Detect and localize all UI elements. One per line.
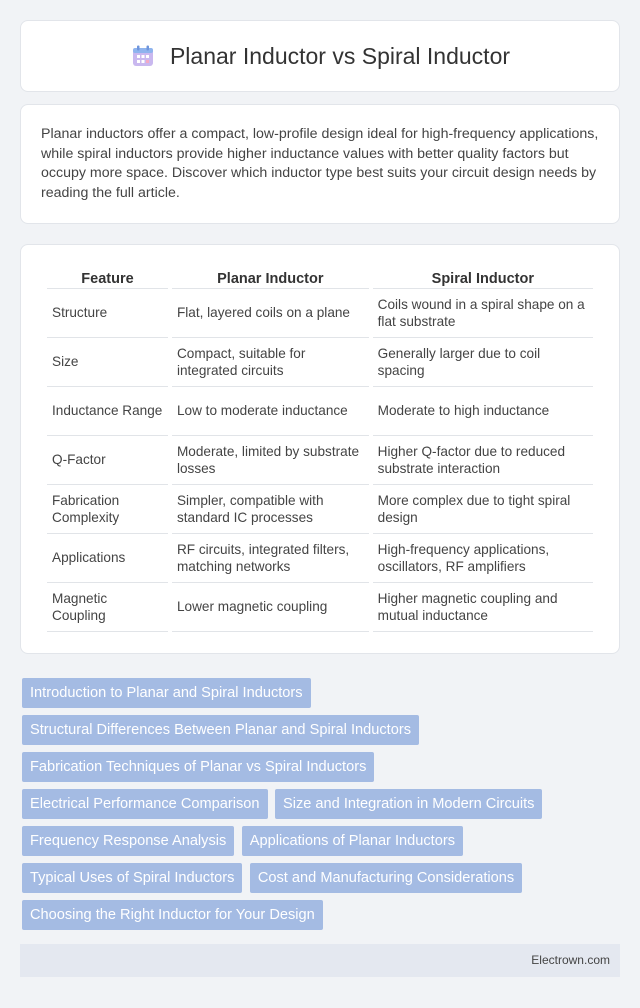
topic-tag[interactable]: Electrical Performance Comparison	[22, 789, 268, 819]
cell-feature: Inductance Range	[47, 387, 168, 436]
cell-feature: Applications	[47, 534, 168, 583]
cell-spiral: Moderate to high inductance	[373, 387, 593, 436]
topic-tag[interactable]: Fabrication Techniques of Planar vs Spiral Inductors	[22, 752, 374, 782]
footer-site[interactable]: Electrown.com	[531, 953, 610, 967]
cell-planar: Compact, suitable for integrated circuits	[172, 338, 369, 387]
cell-planar: Moderate, limited by substrate losses	[172, 436, 369, 485]
cell-spiral: High-frequency applications, oscillators, RF amplifiers	[373, 534, 593, 583]
cell-spiral: Generally larger due to coil spacing	[373, 338, 593, 387]
cell-planar: Lower magnetic coupling	[172, 583, 369, 632]
cell-feature: Magnetic Coupling	[47, 583, 168, 632]
topic-tag[interactable]: Size and Integration in Modern Circuits	[275, 789, 542, 819]
cell-feature: Q-Factor	[47, 436, 168, 485]
table-header-row	[47, 265, 593, 289]
topic-tags	[22, 678, 622, 937]
footer	[20, 944, 620, 977]
topic-tag[interactable]: Applications of Planar Inductors	[242, 826, 463, 856]
topic-tag[interactable]: Introduction to Planar and Spiral Inductors	[22, 678, 311, 708]
title-card	[20, 20, 620, 92]
cell-spiral: More complex due to tight spiral design	[373, 485, 593, 534]
cell-planar: RF circuits, integrated filters, matching networks	[172, 534, 369, 583]
topic-tag[interactable]: Typical Uses of Spiral Inductors	[22, 863, 242, 893]
topic-tag[interactable]: Choosing the Right Inductor for Your Design	[22, 900, 323, 930]
cell-spiral: Coils wound in a spiral shape on a flat substrate	[373, 289, 593, 338]
cell-feature: Fabrication Complexity	[47, 485, 168, 534]
cell-planar: Low to moderate inductance	[172, 387, 369, 436]
header-planar: Planar Inductor	[172, 265, 369, 289]
table-row	[47, 289, 593, 338]
calendar-grid-icon	[130, 43, 156, 69]
table-row	[47, 436, 593, 485]
intro-text: Planar inductors offer a compact, low-profile design ideal for high-frequency applications, while spiral inductors provide higher inductance values with better quality factors but occupy more space. Discover which inductor type best suits your circuit design needs by reading the full article.	[41, 126, 599, 201]
page-title: Planar Inductor vs Spiral Inductor	[169, 42, 511, 69]
cell-feature: Size	[47, 338, 168, 387]
cell-planar: Simpler, compatible with standard IC processes	[172, 485, 369, 534]
cell-planar: Flat, layered coils on a plane	[172, 289, 369, 338]
table-row	[47, 534, 593, 583]
header-spiral: Spiral Inductor	[373, 265, 593, 289]
topic-tag[interactable]: Cost and Manufacturing Considerations	[250, 863, 522, 893]
table-row	[47, 583, 593, 632]
header-feature: Feature	[47, 265, 168, 289]
comparison-table-card	[20, 244, 620, 654]
topic-tag[interactable]: Structural Differences Between Planar and Spiral Inductors	[22, 715, 419, 745]
table-row	[47, 338, 593, 387]
comparison-table	[43, 265, 597, 632]
topic-tag[interactable]: Frequency Response Analysis	[22, 826, 234, 856]
cell-feature: Structure	[47, 289, 168, 338]
table-row	[47, 485, 593, 534]
cell-spiral: Higher Q-factor due to reduced substrate interaction	[373, 436, 593, 485]
table-row	[47, 387, 593, 436]
intro-card	[20, 104, 620, 224]
cell-spiral: Higher magnetic coupling and mutual inductance	[373, 583, 593, 632]
